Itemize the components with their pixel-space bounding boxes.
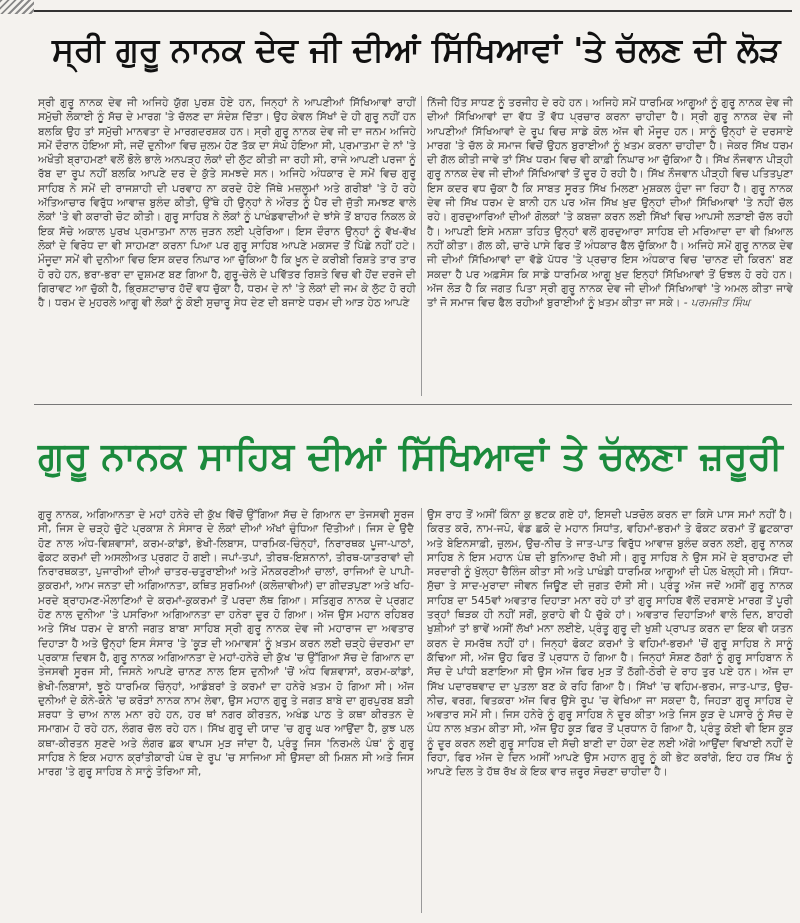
top-rule [34, 10, 792, 12]
article2-right-text: ਉਸ ਰਾਹ ਤੋਂ ਅਸੀਂ ਕਿੰਨਾ ਕੁ ਭਟਕ ਗਏ ਹਾਂ, ਇਸਦੀ ਪੜਚੋਲ ਕਰਨ ਦਾ ਕਿਸੇ ਪਾਸ ਸਮਾਂ ਨਹੀਂ ਹੈ। ਕਿਰਤ ਕਰੋ, ਨਾਮ-ਜਪੋ, ਵੰਡ ਛਕੋ ਦੇ ਮਹਾਨ ਸਿਧਾਂਤ, ਵਹਿਮਾਂ-ਭਰਮਾਂ ਤੇ ਫੋਕਟ ਕਰਮਾਂ ਤੋਂ ਛੁਟਕਾਰਾ ਅਤੇ ਬੇਇਨਸਾਫ਼ੀ, ਜ਼ੁਲਮ, ਉਚ-ਨੀਚ ਤੇ ਜਾਤ-ਪਾਤ ਵਿਰੁੱਧ ਆਵਾਜ਼ ਬੁਲੰਦ ਕਰਨ ਲਈ, ਗੁਰੂ ਨਾਨਕ ਸਾਹਿਬ ਨੇ ਇਸ ਮਹਾਨ ਪੰਥ ਦੀ ਬੁਨਿਆਦ ਰੱਖੀ ਸੀ। ਗੁਰੂ ਸਾਹਿਬ ਨੇ ਉਸ ਸਮੇਂ ਦੇ ਬ੍ਰਾਹਮਣ ਦੀ ਸਰਦਾਰੀ ਨੂੰ ਖੁੱਲ੍ਹਾ ਚੈਲਿੰਜ ਕੀਤਾ ਸੀ ਅਤੇ ਪਾਖੰਡੀ ਧਾਰਮਿਕ ਆਗੂਆਂ ਦੀ ਪੋਲ ਖੋਲ੍ਹੀ ਸੀ। ਸਿੱਧਾ-ਸੁੱਚਾ ਤੇ ਸਾਦ-ਮੁਰਾਦਾ ਜੀਵਨ ਜਿਊਣ ਦੀ ਜੁਗਤ ਦੱਸੀ ਸੀ। ਪ੍ਰੰਤੂ ਅੱਜ ਜਦੋਂ ਅਸੀਂ ਗੁਰੂ ਨਾਨਕ ਸਾਹਿਬ ਦਾ 545ਵਾਂ ਅਵਤਾਰ ਦਿਹਾੜਾ ਮਨਾ ਰਹੇ ਹਾਂ ਤਾਂ ਗੁਰੂ ਸਾਹਿਬ ਵੱਲੋਂ ਦਰਸਾਏ ਮਾਰਗ ਤੋਂ ਪੂਰੀ ਤਰ੍ਹਾਂ ਥਿੜਕ ਹੀ ਨਹੀਂ ਸਗੋਂ, ਕੁਰਾਹੇ ਵੀ ਪੈ ਚੁੱਕੇ ਹਾਂ। ਅਵਤਾਰ ਦਿਹਾੜਿਆਂ ਵਾਲੇ ਦਿਨ, ਬਾਹਰੀ ਖੁਸ਼ੀਆਂ ਤਾਂ ਭਾਵੇਂ ਅਸੀਂ ਲੱਖਾਂ ਮਨਾ ਲਈਏ, ਪ੍ਰੰਤੂ ਗੁਰੂ ਦੀ ਖੁਸ਼ੀ ਪ੍ਰਾਪਤ ਕਰਨ ਦਾ ਇਕ ਵੀ ਯਤਨ ਕਰਨ ਦੇ ਸਮਰੱਥ ਨਹੀਂ ਹਾਂ। ਜਿਨ੍ਹਾਂ ਫੋਕਟ ਕਰਮਾਂ ਤੇ ਵਹਿਮਾਂ-ਭਰਮਾਂ 'ਚੋਂ ਗੁਰੂ ਸਾਹਿਬ ਨੇ ਸਾਨੂੰ ਕੱਢਿਆ ਸੀ, ਅੱਜ ਉਹ ਫਿਰ ਤੋਂ ਪ੍ਰਧਾਨ ਹੋ ਗਿਆ ਹੈ। ਜਿਨ੍ਹਾਂ ਸੋਸ਼ਣ ਠੱਗਾਂ ਨੂੰ ਗੁਰੂ ਸਾਹਿਬਾਨ ਨੇ ਸੱਚ ਦੇ ਪਾਂਧੀ ਬਣਾਇਆ ਸੀ ਉਸ ਅੱਜ ਫਿਰ ਮੁੜ ਤੋਂ ਠੱਗੀ-ਠੋਰੀ ਦੇ ਰਾਹ ਤੁਰ ਪਏ ਹਨ। ਅੱਜ ਦਾ ਸਿੱਖ ਪਦਾਰਥਵਾਦ ਦਾ ਪੁਤਲਾ ਬਣ ਕੇ ਰਹਿ ਗਿਆ ਹੈ। ਸਿੱਖਾਂ 'ਚ ਵਹਿਮ-ਭਰਮ, ਜਾਤ-ਪਾਤ, ਉਚ-ਨੀਚ, ਵਰਗ, ਵਿਤਕਰਾ ਅੱਜ ਵਿਰ ਉਸੇ ਰੂਪ 'ਚ ਵੇਖਿਆ ਜਾ ਸਕਦਾ ਹੈ, ਜਿਹੜਾ ਗੁਰੂ ਸਾਹਿਬ ਦੇ ਅਵਤਾਰ ਸਮੇਂ ਸੀ। ਜਿਸ ਹਨੇਰੇ ਨੂੰ ਗੁਰੂ ਸਾਹਿਬ ਨੇ ਦੂਰ ਕੀਤਾ ਅਤੇ ਜਿਸ ਕੂੜ ਦੇ ਪਸਾਰੇ ਨੂੰ ਸੱਚ ਦੇ ਪੰਧ ਨਾਲ ਖ਼ਤਮ ਕੀਤਾ ਸੀ, ਅੱਜ ਉਹ ਕੂੜ ਫਿਰ ਤੋਂ ਪ੍ਰਧਾਨ ਹੋ ਗਿਆ ਹੈ, ਪ੍ਰੰਤੂ ਕੋਈ ਵੀ ਇਸ ਕੂੜ ਨੂੰ ਦੂਰ ਕਰਨ ਲਈ ਗੁਰੂ ਸਾਹਿਬ ਦੀ ਸੱਚੀ ਬਾਣੀ ਦਾ ਹੋਕਾ ਦੇਣ ਲਈ ਅੱਗੇ ਆਉਂਦਾ ਵਿਖਾਈ ਨਹੀਂ ਦੇ ਰਿਹਾ, ਫਿਰ ਅੱਜ ਦੇ ਦਿਨ ਅਸੀਂ ਆਪਣੇ ਉਸ ਮਹਾਨ ਗੁਰੂ ਨੂੰ ਕੀ ਭੇਟ ਕਰਾਂਗੇ, ਇਹ ਹਰ ਸਿੱਖ ਨੂੰ ਆਪਣੇ ਦਿਲ ਤੇ ਹੱਥ ਰੱਖ ਕੇ ਇਕ ਵਾਰ ਜ਼ਰੂਰ ਸੋਚਣਾ ਚਾਹੀਦਾ ਹੈ। [427, 509, 793, 779]
article1-right-text [427, 96, 793, 310]
article2-column-right [427, 508, 793, 913]
article2-headline: ਗੁਰੂ ਨਾਨਕ ਸਾਹਿਬ ਦੀਆਂ ਸਿੱਖਿਆਵਾਂ ਤੇ ਚੱਲਣਾ ਜ਼ਰੂਰੀ [38, 434, 783, 478]
article1-right-body: ਨਿੱਜੀ ਹਿੱਤ ਸਾਧਣ ਨੂੰ ਤਰਜੀਹ ਦੇ ਰਹੇ ਹਨ। ਅਜਿਹੇ ਸਮੇਂ ਧਾਰਮਿਕ ਆਗੂਆਂ ਨੂੰ ਗੁਰੂ ਨਾਨਕ ਦੇਵ ਜੀ ਦੀਆਂ ਸਿੱਖਿਆਵਾਂ ਦਾ ਵੱਧ ਤੋਂ ਵੱਧ ਪ੍ਰਚਾਰ ਕਰਨਾ ਚਾਹੀਦਾ ਹੈ। ਸ੍ਰੀ ਗੁਰੂ ਨਾਨਕ ਦੇਵ ਜੀ ਆਪਣੀਆਂ ਸਿੱਖਿਆਵਾਂ ਦੇ ਰੂਪ ਵਿਚ ਸਾਡੇ ਕੋਲ ਅੱਜ ਵੀ ਮੌਜੂਦ ਹਨ। ਸਾਨੂੰ ਉਨ੍ਹਾਂ ਦੇ ਦਰਸਾਏ ਮਾਰਗ 'ਤੇ ਚੱਲ ਕੇ ਸਮਾਜ ਵਿਚੋਂ ਉਹਨ ਬੁਰਾਈਆਂ ਨੂੰ ਖ਼ਤਮ ਕਰਨਾ ਚਾਹੀਦਾ ਹੈ। ਜੇਕਰ ਸਿੱਖ ਧਰਮ ਦੀ ਗੱਲ ਕੀਤੀ ਜਾਵੇ ਤਾਂ ਸਿੱਖ ਧਰਮ ਵਿਚ ਵੀ ਕਾਫ਼ੀ ਨਿਘਾਰ ਆ ਚੁੱਕਿਆ ਹੈ। ਸਿੱਖ ਨੌਜਵਾਨ ਪੀੜ੍ਹੀ ਗੁਰੂ ਨਾਨਕ ਦੇਵ ਜੀ ਦੀਆਂ ਸਿੱਖਿਆਵਾਂ ਤੋਂ ਦੂਰ ਹੋ ਰਹੀ ਹੈ। ਸਿੱਖ ਨੌਜਵਾਨ ਪੀੜ੍ਹੀ ਵਿਚ ਪਤਿਤਪੁਣਾ ਇਸ ਕਦਰ ਵਧ ਚੁੱਕਾ ਹੈ ਕਿ ਸਾਬਤ ਸੂਰਤ ਸਿੱਖ ਮਿਲਣਾ ਮੁਸ਼ਕਲ ਹੁੰਦਾ ਜਾ ਰਿਹਾ ਹੈ। ਗੁਰੂ ਨਾਨਕ ਦੇਵ ਜੀ ਸਿੱਖ ਧਰਮ ਦੇ ਬਾਨੀ ਹਨ ਪਰ ਅੱਜ ਸਿੱਖ ਖ਼ੁਦ ਉਨ੍ਹਾਂ ਦੀਆਂ ਸਿੱਖਿਆਵਾਂ 'ਤੇ ਨਹੀਂ ਚੱਲ ਰਹੇ। ਗੁਰਦੁਆਰਿਆਂ ਦੀਆਂ ਗੋਲਕਾਂ 'ਤੇ ਕਬਜ਼ਾ ਕਰਨ ਲਈ ਸਿੱਖਾਂ ਵਿਚ ਆਪਸੀ ਲੜਾਈ ਚੱਲ ਰਹੀ ਹੈ। ਆਪਣੀ ਇਸੇ ਮਨਸ਼ਾ ਤਹਿਤ ਉਨ੍ਹਾਂ ਵਲੋਂ ਗੁਰਦੁਆਰਾ ਸਾਹਿਬ ਦੀ ਮਰਿਆਦਾ ਦਾ ਵੀ ਖ਼ਿਆਲ ਨਹੀਂ ਕੀਤਾ। ਗੱਲ ਕੀ, ਚਾਰੇ ਪਾਸੇ ਫਿਰ ਤੋਂ ਅੰਧਕਾਰ ਫੈਲ ਚੁੱਕਿਆ ਹੈ। ਅਜਿਹੇ ਸਮੇਂ ਗੁਰੂ ਨਾਨਕ ਦੇਵ ਜੀ ਦੀਆਂ ਸਿੱਖਿਆਵਾਂ ਦਾ ਵੱਡੇ ਪੱਧਰ 'ਤੇ ਪ੍ਰਚਾਰ ਇਸ ਅੰਧਕਾਰ ਵਿਚ 'ਚਾਨਣ ਦੀ ਕਿਰਨ' ਬਣ ਸਕਦਾ ਹੈ ਪਰ ਅਫ਼ਸੋਸ ਕਿ ਸਾਡੇ ਧਾਰਮਿਕ ਆਗੂ ਖ਼ੁਦ ਇਨ੍ਹਾਂ ਸਿੱਖਿਆਵਾਂ ਤੋਂ ਓਝਲ ਹੋ ਰਹੇ ਹਨ। ਅੱਜ ਲੋੜ ਹੈ ਕਿ ਜਗਤ ਪਿਤਾ ਸ੍ਰੀ ਗੁਰੂ ਨਾਨਕ ਦੇਵ ਜੀ ਦੀਆਂ ਸਿੱਖਿਆਵਾਂ 'ਤੇ ਅਮਲ ਕੀਤਾ ਜਾਵੇ ਤਾਂ ਜੋ ਸਮਾਜ ਵਿਚ ਫੈਲ ਰਹੀਆਂ ਬੁਰਾਈਆਂ ਨੂੰ ਖ਼ਤਮ ਕੀਤਾ ਜਾ ਸਕੇ। [427, 97, 793, 310]
corner-hatch-decoration [0, 0, 34, 14]
article1-column-left [38, 96, 416, 396]
article1-headline: ਸ੍ਰੀ ਗੁਰੂ ਨਾਨਕ ਦੇਵ ਜੀ ਦੀਆਂ ਸਿੱਖਿਆਵਾਂ 'ਤੇ ਚੱਲਣ ਦੀ ਲੋੜ [52, 30, 781, 69]
column-divider-2 [421, 508, 422, 913]
article1-signature: - ਪਰਮਜੀਤ ਸਿੰਘ [683, 297, 750, 310]
article-separator [34, 404, 792, 405]
column-divider [421, 96, 422, 396]
article1-column-right [427, 96, 793, 396]
article2-left-text: ਗੁਰੂ ਨਾਨਕ, ਅਗਿਆਨਤਾ ਦੇ ਮਹਾਂ ਹਨੇਰੇ ਦੀ ਕੁੱਖ ਵਿੱਚੋਂ ਉੱਗਿਆ ਸੱਚ ਦੇ ਗਿਆਨ ਦਾ ਤੇਜਸਵੀ ਸੂਰਜ ਸੀ, ਜਿਸ ਦੇ ਚੜ੍ਹੇ ਚੁੱਟੇ ਪ੍ਰਕਾਸ਼ ਨੇ ਸੰਸਾਰ ਦੇ ਲੋਕਾਂ ਦੀਆਂ ਅੱਖਾਂ ਚੁੰਧਿਆ ਦਿੱਤੀਆਂ। ਜਿਸ ਦੇ ਉਦੈ ਹੋਣ ਨਾਲ ਅੰਧ-ਵਿਸ਼ਵਾਸਾਂ, ਕਰਮ-ਕਾਂਡਾਂ, ਭੇਖੀ-ਲਿਬਾਸ, ਧਾਰਮਿਕ-ਚਿੰਨ੍ਹਾਂ, ਨਿਰਾਰਥਕ ਪੂਜਾ-ਪਾਠਾਂ, ਫੋਕਟ ਕਰਮਾਂ ਦੀ ਅਸਲੀਅਤ ਪ੍ਰਗਟ ਹੋ ਗਈ। ਜਪਾਂ-ਤਪਾਂ, ਤੀਰਥ-ਇਸ਼ਨਾਨਾਂ, ਤੀਰਥ-ਯਾਤਰਾਵਾਂ ਦੀ ਨਿਰਾਰਥਕਤਾ, ਪੁਜਾਰੀਆਂ ਦੀਆਂ ਚਾਤਰ-ਚਤੁਰਾਈਆਂ ਅਤੇ ਮੌਨਕਰਣੀਆਂ ਚਾਲਾਂ, ਰਾਜਿਆਂ ਦੇ ਪਾਪੀ-ਕੁਕਰਮਾਂ, ਆਮ ਜਨਤਾ ਦੀ ਅਗਿਆਨਤਾ, ਕਥਿਤ ਸੁਰਮਿਆਂ (ਕਲੋਜ਼ਾਵੀਆਂ) ਦਾ ਗੀਦੜਪੁਣਾ ਅਤੇ ਖਹਿ-ਮਰਦੇ ਬ੍ਰਾਹਮਣ-ਮੌਲਾਣਿਆਂ ਦੇ ਕਰਮਾਂ-ਕੁਕਰਮਾਂ ਤੋਂ ਪਰਦਾ ਲੱਥ ਗਿਆ। ਸਤਿਗੁਰ ਨਾਨਕ ਦੇ ਪ੍ਰਗਟ ਹੋਣ ਨਾਲ ਦੁਨੀਆ 'ਤੇ ਪਸਰਿਆ ਅਗਿਆਨਤਾ ਦਾ ਹਨੇਰਾ ਦੂਰ ਹੋ ਗਿਆ। ਅੱਜ ਉਸ ਮਹਾਨ ਰਹਿਬਰ ਅਤੇ ਸਿੱਖ ਧਰਮ ਦੇ ਬਾਨੀ ਜਗਤ ਬਾਬਾ ਸਾਹਿਬ ਸ੍ਰੀ ਗੁਰੂ ਨਾਨਕ ਦੇਵ ਜੀ ਮਹਾਰਾਜ ਦਾ ਅਵਤਾਰ ਦਿਹਾੜਾ ਹੈ ਅਤੇ ਉਨ੍ਹਾਂ ਇਸ ਸੰਸਾਰ 'ਤੇ 'ਕੂੜ ਦੀ ਅਮਾਵਸ' ਨੂੰ ਖ਼ਤਮ ਕਰਨ ਲਈ ਚੜ੍ਹੇ ਚੰਦਰਮਾ ਦਾ ਪ੍ਰਕਾਸ਼ ਦਿਵਸ ਹੈ, ਗੁਰੂ ਨਾਨਕ ਅਗਿਆਨਤਾ ਦੇ ਮਹਾਂ-ਹਨੇਰੇ ਦੀ ਕੁੱਖ 'ਚ ਉੱਗਿਆ ਸੱਚ ਦੇ ਗਿਆਨ ਦਾ ਤੇਜਸਵੀ ਸੂਰਜ ਸੀ, ਜਿਸਨੇ ਆਪਣੇ ਚਾਨਣ ਨਾਲ ਇਸ ਦੁਨੀਆਂ 'ਚੋਂ ਅੰਧ ਵਿਸ਼ਵਾਸਾਂ, ਕਰਮ-ਕਾਂਡਾਂ, ਭੇਖੀ-ਲਿਬਾਸਾਂ, ਝੂਠੇ ਧਾਰਮਿਕ ਚਿੰਨ੍ਹਾਂ, ਆਡੰਬਰਾਂ ਤੇ ਕਰਮਾਂ ਦਾ ਹਨੇਰੇ ਖ਼ਤਮ ਹੋ ਗਿਆ ਸੀ। ਅੱਜ ਦੁਨੀਆਂ ਦੇ ਕੋਨੇ-ਕੋਨੇ 'ਚ ਕਰੋੜਾਂ ਨਾਨਕ ਨਾਮ ਲੇਵਾ, ਉਸ ਮਹਾਨ ਗੁਰੂ ਤੇ ਜਗਤ ਬਾਬੇ ਦਾ ਗੁਰਪੁਰਬ ਬੜੀ ਸ਼ਰਧਾ ਤੇ ਚਾਅ ਨਾਲ ਮਨਾ ਰਹੇ ਹਨ, ਹਰ ਥਾਂ ਨਗਰ ਕੀਰਤਨ, ਅਖੰਡ ਪਾਠ ਤੇ ਕਥਾ ਕੀਰਤਨ ਦੇ ਸਮਾਗਮ ਹੋ ਰਹੇ ਹਨ, ਲੰਗਰ ਚੱਲ ਰਹੇ ਹਨ। ਸਿੱਖ ਗੁਰੂ ਦੀ ਯਾਦ 'ਚ ਗੁਰੂ ਘਰ ਆਉਂਦਾ ਹੈ, ਕੁਝ ਪਲ ਕਥਾ-ਕੀਰਤਨ ਸੁਣਦੇ ਅਤੇ ਲੰਗਰ ਛਕ ਵਾਪਸ ਮੁੜ ਜਾਂਦਾ ਹੈ, ਪ੍ਰੰਤੂ ਜਿਸ 'ਨਿਰਮਲੇ ਪੰਥ' ਨੂੰ ਗੁਰੂ ਸਾਹਿਬ ਨੇ ਇਕ ਮਹਾਨ ਕ੍ਰਾਂਤੀਕਾਰੀ ਪੰਥ ਦੇ ਰੂਪ 'ਚ ਸਾਜਿਆ ਸੀ ਉਸਦਾ ਕੀ ਮਿਸ਼ਨ ਸੀ ਅਤੇ ਜਿਸ ਮਾਰਗ 'ਤੇ ਗੁਰੂ ਸਾਹਿਬ ਨੇ ਸਾਨੂੰ ਤੋਰਿਆ ਸੀ, [38, 509, 414, 779]
article1-left-text: ਸ੍ਰੀ ਗੁਰੂ ਨਾਨਕ ਦੇਵ ਜੀ ਅਜਿਹੇ ਯੁੱਗ ਪੁਰਸ਼ ਹੋਏ ਹਨ, ਜਿਨ੍ਹਾਂ ਨੇ ਆਪਣੀਆਂ ਸਿੱਖਿਆਵਾਂ ਰਾਹੀਂ ਸਮੁੱਚੀ ਲੋਕਾਈ ਨੂੰ ਸੱਚ ਦੇ ਮਾਰਗ 'ਤੇ ਚੱਲਣ ਦਾ ਸੰਦੇਸ਼ ਦਿੱਤਾ। ਉਹ ਕੇਵਲ ਸਿੱਖਾਂ ਦੇ ਹੀ ਗੁਰੂ ਨਹੀਂ ਹਨ ਬਲਕਿ ਉਹ ਤਾਂ ਸਮੁੱਚੀ ਮਾਨਵਤਾ ਦੇ ਮਾਰਗਦਰਸ਼ਕ ਹਨ। ਸ੍ਰੀ ਗੁਰੂ ਨਾਨਕ ਦੇਵ ਜੀ ਦਾ ਜਨਮ ਅਜਿਹੇ ਸਮੇਂ ਦੌਰਾਨ ਹੋਇਆ ਸੀ, ਜਦੋਂ ਦੁਨੀਆ ਵਿਚ ਜ਼ੁਲਮ ਹੋਣ ਤੱਕ ਦਾ ਸੰਘੋ ਹੋਇਆ ਸੀ, ਪ੍ਰਮਾਤਮਾ ਦੇ ਨਾਂ 'ਤੇ ਅਖੌਤੀ ਬ੍ਰਾਹਮਣਾਂ ਵਲੋਂ ਭੋਲੇ ਭਾਲੇ ਅਨਪੜ੍ਹ ਲੋਕਾਂ ਦੀ ਲੁੱਟ ਕੀਤੀ ਜਾ ਰਹੀ ਸੀ, ਰਾਜੇ ਆਪਣੀ ਪਰਜਾ ਨੂੰ ਰੱਬ ਦਾ ਰੂਪ ਨਹੀਂ ਬਲਕਿ ਆਪਣੇ ਦਰ ਦੇ ਕੁੱਤੇ ਸਮਝਦੇ ਸਨ। ਅਜਿਹੇ ਅੰਧਕਾਰ ਦੇ ਸਮੇਂ ਵਿਚ ਗੁਰੂ ਸਾਹਿਬ ਨੇ ਸਮੇਂ ਦੀ ਰਾਜਸ਼ਾਹੀ ਦੀ ਪਰਵਾਹ ਨਾ ਕਰਦੇ ਹੋਏ ਜਿੱਥੇ ਮਜ਼ਲੂਮਾਂ ਅਤੇ ਗਰੀਬਾਂ 'ਤੇ ਹੋ ਰਹੇ ਅੱਤਿਆਚਾਰ ਵਿਰੁੱਧ ਆਵਾਜ਼ ਬੁਲੰਦ ਕੀਤੀ, ਉੱਥੇ ਹੀ ਉਨ੍ਹਾਂ ਨੇ ਔਰਤ ਨੂੰ ਪੈਰ ਦੀ ਜੁੱਤੀ ਸਮਝਣ ਵਾਲੇ ਲੋਕਾਂ 'ਤੇ ਵੀ ਕਰਾਰੀ ਚੋਟ ਕੀਤੀ। ਗੁਰੂ ਸਾਹਿਬ ਨੇ ਲੋਕਾਂ ਨੂੰ ਪਾਖੰਡਵਾਦੀਆਂ ਦੇ ਝਾਂਸੇ ਤੋਂ ਬਾਹਰ ਨਿਕਲ ਕੇ ਇਕ ਸੱਚੇ ਅਕਾਲ ਪੁਰਖ ਪ੍ਰਮਾਤਮਾ ਨਾਲ ਜੁੜਨ ਲਈ ਪ੍ਰੇਰਿਆ। ਇਸ ਦੌਰਾਨ ਉਨ੍ਹਾਂ ਨੂੰ ਵੱਖ-ਵੱਖ ਲੋਕਾਂ ਦੇ ਵਿਰੋਧ ਦਾ ਵੀ ਸਾਹਮਣਾ ਕਰਨਾ ਪਿਆ ਪਰ ਗੁਰੂ ਸਾਹਿਬ ਆਪਣੇ ਮਕਸਦ ਤੋਂ ਪਿੱਛੇ ਨਹੀਂ ਹਟੇ। ਮੌਜੂਦਾ ਸਮੇਂ ਵੀ ਦੁਨੀਆ ਵਿਚ ਇਸ ਕਦਰ ਨਿਘਾਰ ਆ ਚੁੱਕਿਆ ਹੈ ਕਿ ਖ਼ੂਨ ਦੇ ਕਰੀਬੀ ਰਿਸ਼ਤੇ ਤਾਰ ਤਾਰ ਹੋ ਰਹੇ ਹਨ, ਭਰਾ-ਭਰਾ ਦਾ ਦੁਸ਼ਮਣ ਬਣ ਗਿਆ ਹੈ, ਗੁਰੂ-ਚੇਲੇ ਦੇ ਪਵਿੱਤਰ ਰਿਸ਼ਤੇ ਵਿਚ ਵੀ ਹੋਂਦ ਦਰਜੇ ਦੀ ਗਿਰਾਵਟ ਆ ਚੁੱਕੀ ਹੈ, ਭ੍ਰਿਸ਼ਟਾਚਾਰ ਹੱਦੋਂ ਵਧ ਚੁੱਕਾ ਹੈ, ਧਰਮ ਦੇ ਨਾਂ 'ਤੇ ਲੋਕਾਂ ਦੀ ਜਮ ਕੇ ਲੁੱਟ ਹੋ ਰਹੀ ਹੈ। ਧਰਮ ਦੇ ਮੁਹਰਲੇ ਆਗੂ ਵੀ ਲੋਕਾਂ ਨੂੰ ਕੋਈ ਸੁਚਾਰੂ ਸੇਧ ਦੇਣ ਦੀ ਬਜਾਏ ਧਰਮ ਦੀ ਆੜ ਹੇਠ ਆਪਣੇ [38, 97, 416, 310]
article2-column-left [38, 508, 414, 913]
